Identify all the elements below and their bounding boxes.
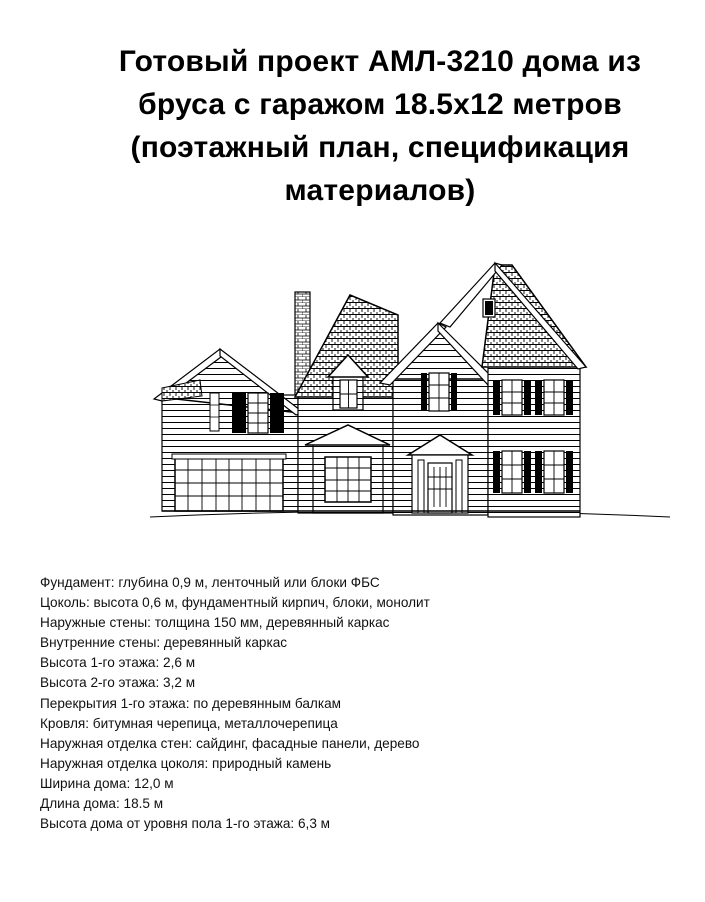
house-drawing-icon <box>150 255 670 525</box>
spec-interior-walls: Внутренние стены: деревянный каркас <box>40 635 288 651</box>
spec-roof: Кровля: битумная черепица, металлочерепица <box>40 715 338 731</box>
spec-floor1-slab: Перекрытия 1-го этажа: по деревянным балкам <box>40 695 342 711</box>
page-title <box>60 40 700 212</box>
spec-house-height: Высота дома от уровня пола 1-го этажа: 6,3 м <box>40 816 331 832</box>
spec-house-length: Длина дома: 18.5 м <box>40 796 164 812</box>
title-line: Готовый проект АМЛ-3210 дома из <box>118 45 642 78</box>
spec-wall-finish: Наружная отделка стен: сайдинг, фасадные панели, дерево <box>40 735 420 751</box>
spec-plinth-finish: Наружная отделка цоколя: природный камень <box>40 755 332 771</box>
title-line: материалов) <box>284 174 476 207</box>
title-line: (поэтажный план, спецификация <box>130 131 630 164</box>
title-line: бруса с гаражом 18.5х12 метров <box>138 88 622 121</box>
spec-floor2-height: Высота 2-го этажа: 3,2 м <box>40 675 196 691</box>
spec-floor1-height: Высота 1-го этажа: 2,6 м <box>40 655 196 671</box>
spec-exterior-walls: Наружные стены: толщина 150 мм, деревянный каркас <box>40 615 390 631</box>
specification-list <box>40 573 680 834</box>
spec-plinth: Цоколь: высота 0,6 м, фундаментный кирпич, блоки, монолит <box>40 595 430 611</box>
spec-house-width: Ширина дома: 12,0 м <box>40 775 174 791</box>
spec-foundation: Фундамент: глубина 0,9 м, ленточный или блоки ФБС <box>40 575 380 590</box>
